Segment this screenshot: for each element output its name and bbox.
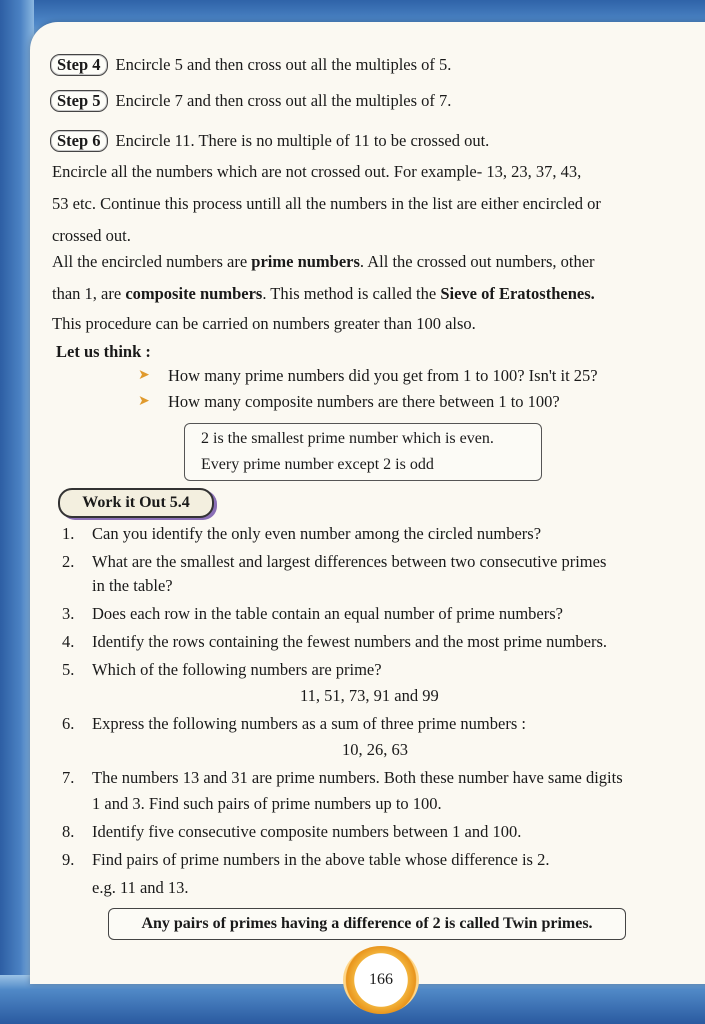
- term-composite-numbers: composite numbers: [125, 284, 263, 303]
- question-number: 1.: [62, 524, 75, 543]
- term-prime-numbers: prime numbers: [251, 252, 360, 271]
- question-text: e.g. 11 and 13.: [92, 878, 189, 897]
- para2-line2: [52, 284, 595, 304]
- question-numbers-list: 11, 51, 73, 91 and 99: [300, 686, 439, 705]
- step-text: Encircle 5 and then cross out all the multiples of 5.: [115, 55, 452, 74]
- question-number: 7.: [62, 768, 75, 787]
- twin-primes-note: Any pairs of primes having a difference of 2 is called Twin primes.: [108, 908, 626, 940]
- step-4: [50, 54, 451, 76]
- step-badge: Step 5: [50, 90, 108, 112]
- question-number: 5.: [62, 660, 75, 679]
- para1-line2: 53 etc. Continue this process untill all the numbers in the list are either encircled or: [52, 194, 601, 213]
- question-number: 9.: [62, 850, 75, 869]
- question-numbers-list: 10, 26, 63: [342, 740, 408, 759]
- arrow-bullet-icon: ➤: [138, 394, 150, 409]
- step-badge: Step 6: [50, 130, 108, 152]
- text-span: . This method is called the: [262, 284, 441, 303]
- para2-line1: [52, 252, 595, 272]
- question-text: Which of the following numbers are prime?: [92, 660, 382, 679]
- question-text: Identify five consecutive composite numbers between 1 and 100.: [92, 822, 522, 841]
- info-box: [184, 423, 542, 481]
- text-span: . All the crossed out numbers, other: [359, 252, 595, 271]
- question-text: in the table?: [92, 576, 173, 595]
- think-item: How many prime numbers did you get from 1 to 100? Isn't it 25?: [168, 366, 598, 385]
- question-text: Identify the rows containing the fewest numbers and the most prime numbers.: [92, 632, 608, 651]
- question-number: 3.: [62, 604, 75, 623]
- step-5: [50, 90, 451, 112]
- para2-line3: This procedure can be carried on numbers greater than 100 also.: [52, 314, 476, 333]
- question-number: 6.: [62, 714, 75, 733]
- page-number: 166: [369, 971, 393, 988]
- question-text: 1 and 3. Find such pairs of prime numbers up to 100.: [92, 794, 442, 813]
- text-span: All the encircled numbers are: [52, 252, 252, 271]
- info-line: Every prime number except 2 is odd: [201, 456, 434, 473]
- page-number-badge: [343, 946, 419, 1014]
- term-sieve: Sieve of Eratosthenes.: [440, 284, 595, 303]
- question-text: Find pairs of prime numbers in the above table whose difference is 2.: [92, 850, 550, 869]
- question-text: Does each row in the table contain an equal number of prime numbers?: [92, 604, 563, 623]
- step-6: [50, 130, 489, 152]
- question-text: Can you identify the only even number among the circled numbers?: [92, 524, 542, 543]
- question-number: 8.: [62, 822, 75, 841]
- think-item: How many composite numbers are there between 1 to 100?: [168, 392, 560, 411]
- para1-line1: Encircle all the numbers which are not crossed out. For example- 13, 23, 37, 43,: [52, 162, 582, 181]
- step-badge: Step 4: [50, 54, 108, 76]
- question-text: The numbers 13 and 31 are prime numbers. Both these number have same digits: [92, 768, 623, 787]
- question-text: What are the smallest and largest differences between two consecutive primes: [92, 552, 607, 571]
- para1-line3: crossed out.: [52, 226, 131, 245]
- work-it-out-badge: Work it Out 5.4: [58, 488, 214, 518]
- text-span: than 1, are: [52, 284, 126, 303]
- step-text: Encircle 11. There is no multiple of 11 to be crossed out.: [115, 131, 490, 150]
- step-text: Encircle 7 and then cross out all the multiples of 7.: [115, 91, 452, 110]
- arrow-bullet-icon: ➤: [138, 368, 150, 383]
- think-heading: Let us think :: [56, 342, 151, 361]
- question-number: 2.: [62, 552, 75, 571]
- info-line: 2 is the smallest prime number which is even.: [201, 430, 494, 447]
- question-text: Express the following numbers as a sum of three prime numbers :: [92, 714, 526, 733]
- question-number: 4.: [62, 632, 75, 651]
